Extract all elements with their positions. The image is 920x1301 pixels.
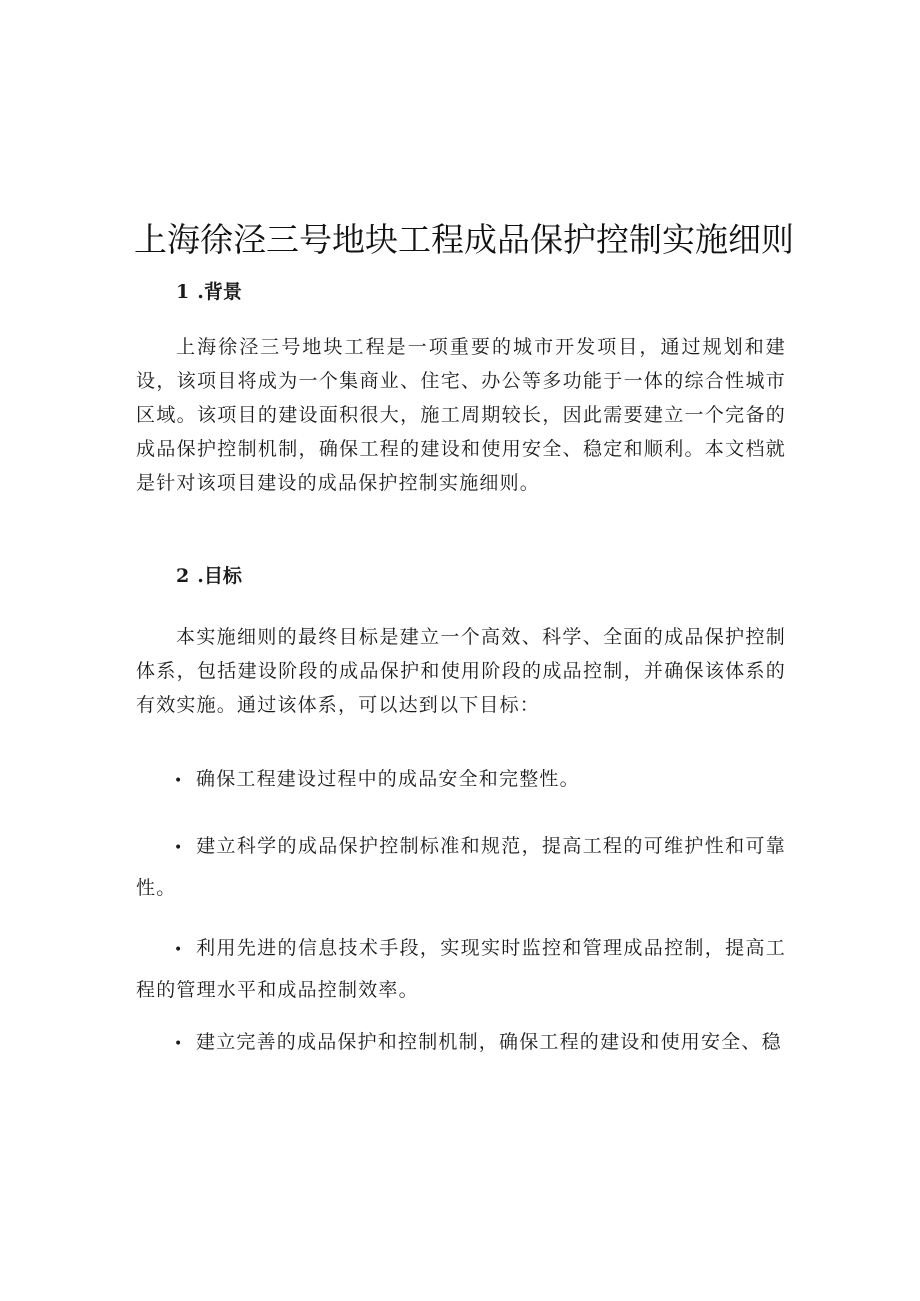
section-1-paragraph: 上海徐泾三号地块工程是一项重要的城市开发项目，通过规划和建设，该项目将成为一个集商业、住宅、办公等多功能于一体的综合性城市区域。该项目的建设面积很大，施工周期较长，因此需要建立一个完备的成品保护控制机制，确保工程的建设和使用安全、稳定和顺利。本文档就是针对该项目建设的成品保护控制实施细则。 (136, 336, 786, 494)
bullet-text: 确保工程建设过程中的成品安全和完整性。 (196, 768, 580, 790)
bullet-item (136, 1022, 786, 1064)
bullet-dot: • (174, 773, 184, 789)
section-1-heading (176, 277, 242, 307)
section-1-number: 1 (176, 281, 190, 303)
bullet-item (136, 928, 786, 1010)
section-2-title: .目标 (197, 565, 242, 587)
bullet-item (136, 826, 786, 908)
bullet-text: 利用先进的信息技术手段，实现实时监控和管理成品控制，提高工程的管理水平和成品控制效率。 (136, 937, 786, 1001)
bullet-dot: • (174, 840, 184, 856)
section-2-heading (176, 561, 242, 591)
bullet-text: 建立完善的成品保护和控制机制，确保工程的建设和使用安全、稳 (196, 1031, 782, 1053)
bullet-dot: • (174, 1036, 184, 1052)
bullet-text: 建立科学的成品保护控制标准和规范，提高工程的可维护性和可靠性。 (136, 835, 786, 899)
document-title: 上海徐泾三号地块工程成品保护控制实施细则 (134, 220, 794, 259)
section-1-title: .背景 (197, 281, 242, 303)
section-2-paragraph: 本实施细则的最终目标是建立一个高效、科学、全面的成品保护控制体系，包括建设阶段的成品保护和使用阶段的成品控制，并确保该体系的有效实施。通过该体系，可以达到以下目标： (136, 626, 786, 716)
section-2-number: 2 (176, 565, 190, 587)
bullet-item (136, 759, 786, 801)
bullet-dot: • (174, 942, 184, 958)
